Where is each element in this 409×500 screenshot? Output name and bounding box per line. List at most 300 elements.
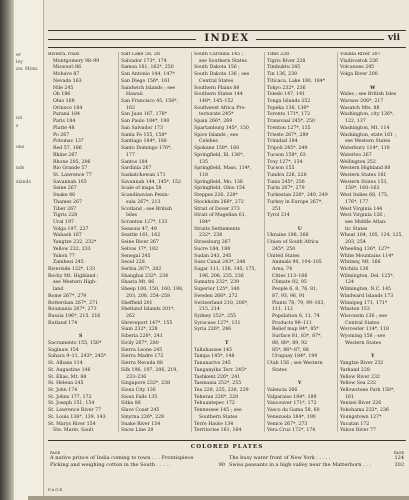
index-entry: Strait of Dover 273 (194, 206, 240, 212)
index-entry: Serbia 267*, 282 (121, 267, 162, 272)
index-entry: Southern States 144 (194, 92, 243, 98)
index-entry: Saskatchewan 171 (121, 172, 166, 178)
index-entry: Thames 267 (53, 199, 83, 205)
plate-page: 124 (394, 455, 404, 462)
index-entry: 122, 137 (345, 119, 366, 125)
index-entry: Whitney, Mt. 166 (340, 260, 381, 266)
index-entry (194, 334, 260, 341)
index-entry: 184* (199, 219, 211, 225)
index-entry: Utah 156 ; see Western (267, 361, 323, 367)
facing-page-fragment: nds (16, 165, 25, 171)
index-entry: Seine River 267 (121, 240, 159, 246)
index-entry: Syracuse 127*, 131 (194, 320, 241, 326)
index-entry: Wheeling 136*, 127* (340, 246, 390, 252)
index-entry: Uruguay 184*, 190 (272, 354, 318, 360)
index-entry: Yokohama 232*, 236 (340, 408, 389, 414)
index-entry: Tennessee 145 ; see (194, 408, 242, 414)
index-entry: Yangtze River 232 (340, 361, 384, 367)
facing-page-fragment: ley (16, 60, 23, 66)
index-entry: St. Helena 245 (48, 381, 84, 387)
index-entry: Sweden 266*, 272 (194, 293, 238, 299)
index-entry: Animals 90, 104–105 (272, 260, 322, 266)
index-entry: Volcanoes 245 (340, 65, 375, 71)
index-entry: Transvaal 245*, 250 (267, 119, 316, 125)
index-entry: Washington, city 136*, (340, 112, 394, 118)
index-entry: Strait of Magellan 61, (194, 213, 247, 219)
index-entry: Shasta Mt. 86 (121, 280, 155, 286)
plate-entry-left (48, 455, 227, 462)
index-entry: Western States 161 (340, 172, 387, 178)
index-entry: Population 8, 11, 74 (272, 314, 320, 320)
index-entry: Sudan 243, 245 (194, 253, 232, 259)
index-entry: Youngstown 127* (340, 414, 382, 420)
index-entry: St. Louis 136*, 139, 143 (48, 414, 106, 420)
index-entry: Scandinavian Penin- (121, 193, 170, 199)
index-entry: Potomac 137 (53, 139, 84, 145)
index-entry: see Western High- (53, 280, 97, 286)
letter-heading: T (225, 340, 229, 346)
index-entry: Turin 267*, 279 (267, 186, 305, 192)
index-entry: Savannah 144, 145*, 152 (121, 179, 181, 185)
index-entry: St. Marys River 154 (48, 421, 96, 427)
index-entry: Trinidad 184 (267, 139, 298, 145)
plate-caption: Picking and weighing cotton in the South . . . . . (50, 462, 171, 469)
index-entry: tic States (345, 226, 368, 232)
index-entry: see Middle Atlan- (345, 219, 387, 225)
index-entry: Products 99–111 (272, 320, 312, 326)
index-entry: Turkey in Europe 267*, (267, 199, 323, 205)
index-entry: St. John 174 (48, 387, 78, 393)
index-page (14, 0, 409, 500)
index-entry: Seasons 47, 49 (121, 226, 157, 232)
index-entry: Ural 197 (53, 219, 74, 225)
index-entry: South Dakota 156 ; (194, 65, 240, 71)
index-entry: Superior 125*, 140 (194, 287, 240, 293)
page-bottom-edge (28, 496, 409, 500)
index-column-3 (194, 52, 260, 432)
index-entry: Scotland ; see British (121, 206, 172, 212)
index-entry: Tin 136, 238 (267, 72, 298, 78)
colored-plates-section (48, 440, 406, 469)
index-entry: tectorate 245* (199, 112, 234, 118)
index-entry: Tehuantepec 172 (194, 401, 235, 407)
index-entry: Saginaw 154 (48, 347, 79, 353)
index-entry: Worcester 114*, 118 (340, 327, 389, 333)
index-entry: 158*, 160–163 (345, 186, 380, 192)
index-entry: 87, 93, 96, 91 (272, 293, 305, 299)
index-entry: Stockholm 266*, 272 (194, 199, 244, 205)
index-entry: Ob 186 (53, 92, 71, 98)
page-main (48, 0, 406, 500)
index-entry: Montgomery 98–99 (53, 58, 100, 64)
index-entry: Timbuktu 245 (267, 65, 301, 71)
index-entry: Snow Line 28 (121, 428, 154, 432)
index-entry: Celebes (199, 139, 218, 145)
index-entry: Western Highland 88 (340, 166, 391, 172)
index-entry: Tampa 145*, 148 (194, 354, 235, 360)
index-entry: Steppes 226, 228* (194, 193, 238, 199)
index-entry: Rome 267*, 279 (48, 293, 87, 299)
plate-caption: Swiss peasants in a high valley near the Matterhorn . . . (229, 462, 372, 469)
index-entry: Nevada 163 (53, 78, 82, 84)
index-entry: Samoa 161, 162*, 250 (121, 65, 174, 71)
index-entry: Sandwich Islands ; see (121, 85, 176, 91)
facing-page-fragment: slands (16, 179, 31, 185)
index-entry: San Diego 156*, 161 (121, 78, 171, 84)
index-entry: Hawaii (126, 92, 143, 98)
index-entry: Winnipeg 171, 171* (340, 300, 388, 306)
facing-page-fragment: ons (16, 144, 25, 150)
index-entry: Surface 81, 83*, 87*, (272, 334, 322, 340)
index-entry: United States (267, 253, 300, 259)
index-entry: South Dakota 136 ; see (194, 72, 250, 78)
index-entry: Yangtze 232, 232* (53, 240, 97, 246)
index-entry: Wichita 136 (340, 267, 369, 272)
index-entry: Orinoco 184 (53, 105, 83, 111)
index-entry: Tananarive 245 (194, 361, 231, 367)
index-entry: States (272, 367, 287, 373)
plates-list (48, 455, 406, 469)
index-entry: Rio Grande 57 (53, 166, 88, 172)
index-entry: Spain 266*, 269 (194, 119, 233, 125)
index-entry: Red 57, 166 (53, 146, 82, 152)
index-entry: Titicaca, Lake 180, 184* (267, 78, 326, 84)
index-entry: Salvador 173*, 174 (121, 58, 167, 64)
index-entry: 245*, 250 (272, 246, 296, 252)
index-entry (267, 220, 333, 227)
index-entry: 85*, 86*–87, 88 (272, 347, 309, 353)
index-entry: 232*, 238 (199, 233, 223, 239)
index-entry: Central States (345, 320, 380, 326)
index-entry: Tunis 245*, 256 (267, 179, 305, 185)
plate-caption: A native prince of India coming to town . . . Frontispiece (50, 455, 194, 462)
index-entry: 162 (126, 105, 135, 111)
index-entry: St. Albans 114 (48, 361, 83, 367)
index-entry: Seoul 228 (121, 260, 145, 266)
index-entry: Shanghai 232*, 234 (121, 273, 169, 279)
index-entry: 148*, 145–152 (199, 99, 234, 105)
index-entry: Sitka 88 (121, 401, 141, 407)
index-entry: Sioux City 136 (121, 387, 156, 393)
index-entry: Spartanburg 145*, 150 (194, 125, 249, 131)
index-entry: Scranton 127*, 133 (121, 219, 168, 225)
plate-row (48, 455, 406, 462)
index-entry: San Antonio 144, 147* (121, 72, 175, 78)
header-right-rule (256, 39, 384, 40)
plates-rule (48, 440, 406, 441)
plates-page-label-left: PAGE (50, 451, 61, 456)
letter-heading: S (79, 334, 83, 340)
index-entry: South Carolina 145 ; (194, 52, 244, 57)
index-entry: Springfield, Ohio 154 (194, 186, 245, 192)
index-entry: 176*, 177 (345, 199, 369, 205)
index-entry: Union of South Africa (267, 240, 319, 246)
index-entry: Sierra Leone 245 (121, 347, 163, 353)
book-left-edge (0, 0, 14, 500)
index-entry: Western States (345, 340, 381, 346)
index-entry: Southern States (199, 414, 238, 420)
index-entry: Ste. Marie, Sault (53, 428, 94, 432)
index-entry: 111, 112 (272, 307, 293, 313)
column-divider (337, 52, 338, 432)
index-entry: Sucre 184, 188 (194, 246, 231, 252)
index-entry: 233–236 (126, 374, 147, 380)
index-entry: 196, 206, 235, 236 (199, 273, 244, 279)
plate-entry-right (227, 462, 406, 469)
facing-page-fragment: nd (16, 116, 22, 122)
page-title: INDEX (204, 33, 250, 44)
index-entry: Waterbury 114*, 118 (340, 146, 390, 152)
index-entry: Tiber 267 (53, 206, 77, 212)
column-divider (191, 52, 192, 432)
index-entry: Trenton 127*, 135 (267, 125, 311, 131)
index-entry: Straits Settlements (194, 226, 240, 232)
index-entry: 177 (126, 152, 135, 158)
column-divider (118, 52, 119, 432)
index-entry: Sierra Nevada 88 (121, 361, 163, 367)
index-entry: St. Johns 177, 172 (48, 394, 92, 400)
index-entry: Mohave 87 (53, 72, 80, 78)
plate-caption: The busy water front of New York . . . . . (229, 455, 331, 462)
index-entry: Po 267 (53, 132, 70, 138)
index-entry: Santos 184 (121, 159, 148, 165)
index-entry: Sahara 9–11, 243*, 245* (48, 354, 107, 360)
index-entry: Ukraine 196, 268 (267, 233, 309, 239)
index-entry: Russia 196*, 215, 216 (48, 314, 101, 320)
index-entry: Tigris River 228 (267, 58, 306, 64)
index-entry: Springfield, Mass. 114*, (194, 166, 252, 172)
index-entry: Venezuela 184*, 190 (267, 414, 316, 420)
index-entry: Tasmania 252*, 255 (194, 381, 242, 387)
index-entry: Valparaiso 184*, 189 (267, 394, 317, 400)
index-entry: Savannah 165 (53, 179, 87, 185)
index-entry: Yukon 77 (53, 253, 75, 259)
index-column-5 (340, 52, 406, 432)
index-entry: Troy 127*, 134 (267, 159, 303, 165)
index-entry: St. Lawrence River 77 (48, 408, 102, 414)
index-columns (48, 52, 406, 432)
index-entry: Senegal 245 (121, 253, 151, 259)
index-entry: Santa Fe 155, 158* (121, 132, 167, 138)
index-entry: Roumania 267*, 273 (48, 307, 97, 313)
index-entry: see Western States (345, 139, 391, 145)
index-entry: San Juan 167, 176* (121, 112, 167, 118)
index-entry: Volga 197, 227 (53, 226, 89, 232)
index-entry: Seattle 161, 162 (121, 233, 161, 239)
index-column-1 (48, 52, 114, 432)
index-entry: 135 (199, 159, 208, 165)
index-entry: Tigris 228 (53, 213, 78, 219)
index-entry: Winston 153 (340, 307, 370, 313)
plates-page-label-right: PAGE (393, 451, 404, 456)
plate-page: 90 (218, 462, 225, 469)
index-entry: Rhone 205, 206 (53, 159, 91, 165)
index-entry: Wabash 167 (53, 233, 82, 239)
index-entry: San Paulo 184*, 190 (121, 119, 170, 125)
index-entry: Wellington 252 (340, 159, 376, 165)
index-entry: Vladivostok 226 (340, 58, 379, 64)
index-entry: Climate 92, 95 (272, 280, 307, 286)
index-entry: sula 267*, 213 (126, 199, 161, 205)
index-entry: land (53, 287, 64, 293)
facing-page-fragment: s (16, 123, 19, 129)
index-entry: Springfield, Mo. 136 (194, 179, 243, 185)
plate-entry-right (227, 455, 406, 462)
index-entry: Wyoming 158 ; see (340, 334, 386, 340)
facing-page-margin (14, 0, 44, 500)
index-entry: Tucson 158*, 63 (267, 152, 306, 158)
index-entry: West Virginia 144 (340, 206, 383, 212)
index-entry: Sierra Madre 172 (121, 354, 164, 360)
index-entry: Yarkand 228 (340, 367, 370, 373)
index-entry: Paris 184 (53, 119, 76, 125)
page-number: vii (387, 33, 400, 43)
index-entry: Toronto 171*, 172 (267, 112, 311, 118)
index-entry: Venice 267*, 273 (267, 421, 308, 427)
index-entry: Syria 226*, 246 (194, 327, 232, 333)
index-entry: Tiflis 228 (267, 52, 290, 57)
index-entry: Tripoli 245*, 249 (267, 146, 308, 152)
column-divider (264, 52, 265, 432)
index-entry: Switzerland 210, 206*, (194, 300, 249, 306)
index-entry: Springfield, Ill. 136*, (194, 152, 244, 158)
index-entry: Sheep 100, 150, 160, 198, (121, 287, 184, 293)
index-entry: Yellow River 232 (340, 374, 380, 380)
index-entry: Riverside 132*, 133 (48, 267, 96, 272)
index-entry: Sumatra 232*, 239 (194, 280, 240, 286)
index-entry: Toledo 147, 141 (267, 92, 306, 98)
index-entry: Tonga Islands 252 (267, 99, 311, 105)
index-entry: Wisconsin 136 ; see (340, 314, 387, 320)
index-entry: White Mountains 114* (340, 253, 394, 259)
index-entry: Sardinia 267 (121, 166, 152, 172)
index-entry: Siberia 226*, 241 (121, 334, 163, 340)
index-entry: Snake River 154 (121, 421, 161, 427)
index-entry: Snake 86 (53, 193, 76, 199)
index-entry: Silk 196, 197, 206, 219, (121, 367, 178, 373)
index-entry: Tokyo 232*, 236 (267, 85, 306, 91)
index-entry: Terre Haute 134 (194, 421, 234, 427)
index-entry: People 6, 8, 76, 81, (272, 287, 318, 293)
facing-page-fragment: aw, Minn. (16, 67, 39, 73)
index-entry: Seine 267 (53, 186, 77, 192)
index-entry: Yellow Sea 232 (340, 381, 377, 387)
page-header (48, 30, 406, 48)
index-entry: Sacramento 155, 156* (48, 340, 102, 346)
index-entry: 251 (272, 206, 281, 212)
index-entry: Spice Islands ; see (194, 132, 239, 138)
letter-heading: U (297, 226, 303, 232)
index-entry: Tundra 226, 228 (267, 172, 307, 178)
index-entry: Tucson 155 (267, 166, 295, 172)
index-entry: 161 (345, 394, 354, 400)
index-entry: Singapore 232*, 238 (121, 381, 171, 387)
index-entry: Suez Canal 243*, 248 (194, 260, 246, 266)
index-entry: Yellow 232, 233 (53, 246, 91, 252)
index-entry: Vancouver 171*, 172 (267, 401, 317, 407)
index-entry: Sioux Falls 135 (121, 394, 158, 400)
index-entry: 88, 88*, 89, 92 (272, 340, 308, 346)
index-entry: Isles (126, 213, 137, 219)
plate-entry-left (48, 462, 227, 469)
index-entry: West Virginia 126 ; (340, 213, 386, 219)
index-entry: San Francisco 45, 156*, (121, 99, 179, 105)
index-entry: Valencia 266 (267, 387, 298, 393)
index-entry: Washington, state 161 ; (340, 132, 397, 138)
index-entry: Cities 113–166 (272, 273, 308, 279)
index-entry: 118 (199, 172, 208, 178)
index-entry: Spokane 158*, 160 (194, 146, 240, 152)
index-entry: Tallahassee 145 (194, 347, 232, 353)
index-entry: Rotterdam 267*, 271 (48, 300, 99, 306)
index-entry: Tea 228, 235, 238, 239 (194, 387, 249, 393)
index-entry: Western States 153, (340, 179, 388, 185)
plate-row (48, 462, 406, 469)
index-entry: Wilmington, N.C. 145 (340, 287, 392, 293)
index-entry: Wilmington, Del. 125*, (340, 273, 395, 279)
index-entry: Yucatan 172 (340, 421, 370, 427)
index-entry: St. Elias, Mt. 88 (48, 374, 87, 380)
index-entry: Rutland 174 (48, 320, 78, 326)
index-entry: Sheffield 201 (121, 300, 153, 306)
index-entry: Relief map 84*, 85* (272, 327, 319, 333)
index-entry: Volga River 200 (340, 72, 378, 78)
index-entry: Sugar 111, 136, 145, 175, (194, 267, 256, 272)
facing-page-fragment: er (16, 53, 21, 58)
index-entry: Washington, Mt. 114 (340, 125, 390, 131)
index-entry: Turkestan 226*, 240, 249 (267, 193, 328, 199)
index-entry: Salt Lake 58, 28 (121, 52, 160, 57)
index-entry: Wasatch Mts. 88 (340, 105, 380, 111)
index-entry: Wales ; see British Isles (340, 92, 397, 98)
index-entry: Visinla River 207 (340, 52, 381, 57)
index-entry: Missouri 86 (53, 65, 82, 71)
index-entry: Vera Cruz 172*, 174 (267, 428, 316, 432)
index-entry: Scale of maps 58 (121, 186, 162, 192)
index-entry: Selvas 17*, 182 (121, 246, 159, 252)
index-entry: Riviera, road (48, 52, 79, 57)
index-entry (340, 79, 406, 86)
index-entry: Southern Plains 88 (194, 85, 240, 91)
index-entry: Platte 48 (53, 125, 75, 131)
index-entry: St. Augustine 146 (48, 367, 91, 373)
index-entry: see Southern States (199, 58, 247, 64)
index-entry: San Salvador 173 (121, 125, 163, 131)
index-entry: Warsaw 206*, 217 (340, 99, 384, 105)
index-entry: Sicily 267*, 280 (121, 340, 159, 346)
index-entry: Territories 161, 164 (194, 428, 242, 432)
index-entry: 262 (126, 314, 135, 320)
index-column-4 (267, 52, 333, 432)
index-entry: Shetland Islands 201*, (121, 307, 175, 313)
index-entry: Wheat 104, 105, 124, 125, (340, 233, 403, 239)
index-entry: Yenisei River 226 (340, 401, 382, 407)
footer-mark: PAGE (48, 487, 64, 492)
index-entry: St. Lawrence 77 (53, 172, 92, 178)
index-entry: Yellowstone Park 158*, (340, 387, 395, 393)
letter-heading: W (370, 85, 376, 91)
index-entry: Topeka 136, 136* (267, 105, 309, 111)
index-entry: Tanganyika Terr. 245* (194, 367, 247, 373)
index-entry: Southwest Africa Pro- (194, 105, 247, 111)
index-entry: Rocky Mt. Highland ; (48, 273, 99, 279)
index-entry: 124 (345, 280, 354, 286)
index-entry: 203, 254 (345, 240, 366, 246)
index-entry: Zambezi 245 (53, 260, 84, 266)
plate-page: 202 (394, 462, 404, 469)
index-entry: Slave Coast 245 (121, 408, 160, 414)
index-column-2 (121, 52, 187, 432)
